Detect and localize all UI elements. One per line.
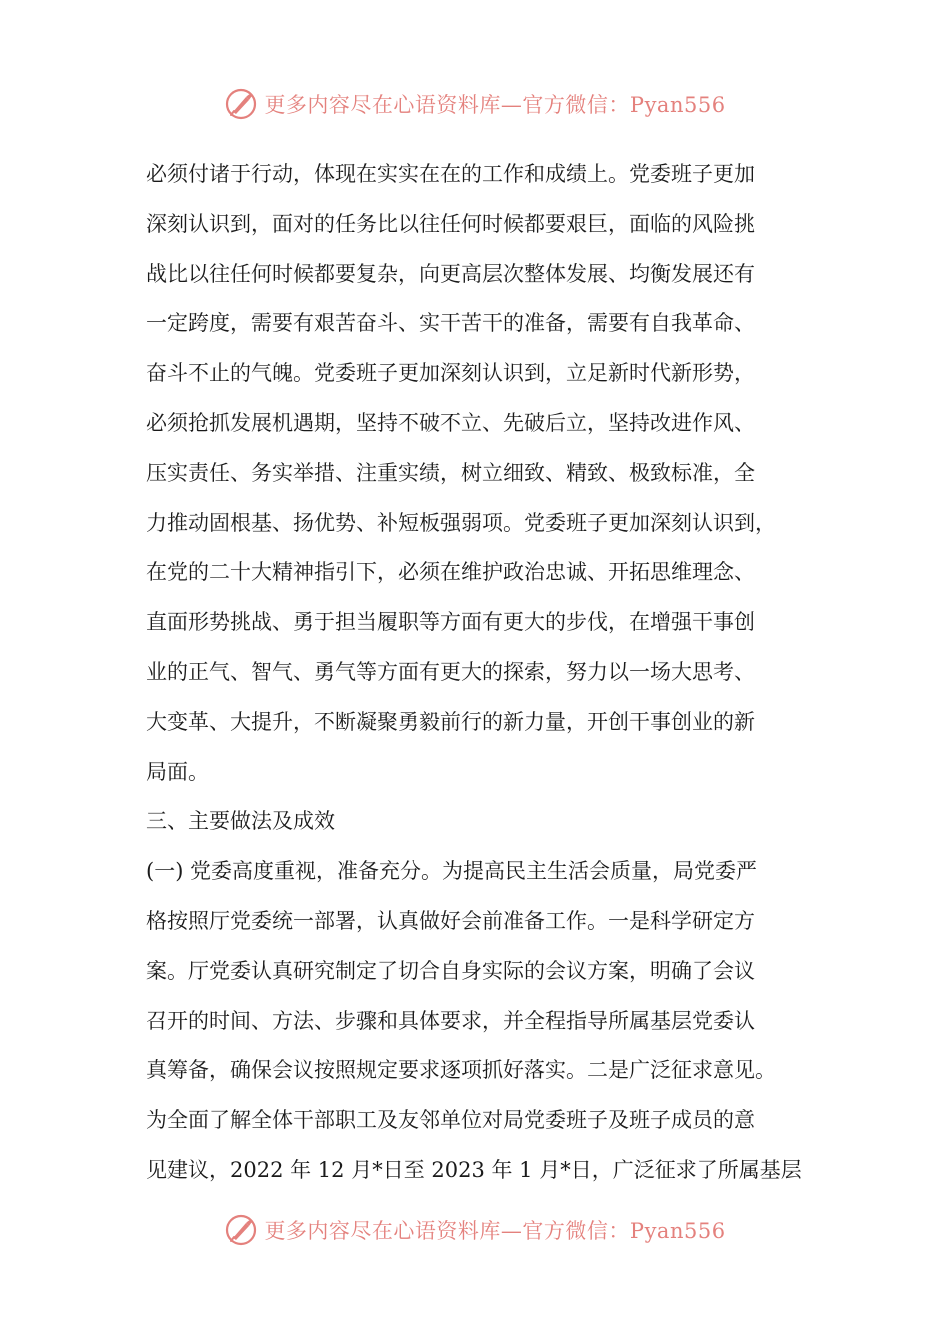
body-line: 为全面了解全体干部职工及友邻单位对局党委班子及班子成员的意 [146,1108,755,1133]
body-line: 局面。 [146,759,209,784]
footer-watermark [0,1210,950,1250]
body-line: 案。厅党委认真研究制定了切合自身实际的会议方案，明确了会议 [146,958,755,983]
watermark-text: 更多内容尽在心语资料库—官方微信：Pyan556 [264,93,726,117]
body-line: 召开的时间、方法、步骤和具体要求，并全程指导所属基层党委认 [146,1008,755,1033]
body-line: 奋斗不止的气魄。党委班子更加深刻认识到，立足新时代新形势， [146,361,755,386]
pen-feather-logo-icon [224,1213,258,1247]
body-line: 业的正气、智气、勇气等方面有更大的探索，努力以一场大思考、 [146,659,755,684]
header-watermark [0,84,950,124]
body-line: 大变革、大提升，不断凝聚勇毅前行的新力量，开创干事创业的新 [146,709,755,734]
section-heading: 三、主要做法及成效 [146,809,335,834]
body-line: 深刻认识到，面对的任务比以往任何时候都要艰巨，面临的风险挑 [146,211,755,236]
document-body [146,150,816,1196]
body-line: 必须抢抓发展机遇期，坚持不破不立、先破后立，坚持改进作风、 [146,410,755,435]
subsection-line: (一) 党委高度重视，准备充分。为提高民主生活会质量，局党委严 [146,859,758,884]
body-line: 格按照厅党委统一部署，认真做好会前准备工作。一是科学研定方 [146,908,755,933]
pen-feather-logo-icon [224,87,258,121]
watermark-text: 更多内容尽在心语资料库—官方微信：Pyan556 [264,1219,726,1243]
body-line: 一定跨度，需要有艰苦奋斗、实干苦干的准备，需要有自我革命、 [146,311,755,336]
body-line: 在党的二十大精神指引下，必须在维护政治忠诚、开拓思维理念、 [146,560,755,585]
body-line: 真筹备，确保会议按照规定要求逐项抓好落实。二是广泛征求意见。 [146,1058,776,1083]
body-line: 见建议，2022 年 12 月*日至 2023 年 1 月*日，广泛征求了所属基层 [146,1157,802,1182]
body-line: 直面形势挑战、勇于担当履职等方面有更大的步伐，在增强干事创 [146,610,755,635]
body-line: 必须付诸于行动，体现在实实在在的工作和成绩上。党委班子更加 [146,162,755,186]
body-line: 压实责任、务实举措、注重实绩，树立细致、精致、极致标准，全 [146,460,755,485]
body-line: 战比以往任何时候都要复杂，向更高层次整体发展、均衡发展还有 [146,261,755,286]
body-line: 力推动固根基、扬优势、补短板强弱项。党委班子更加深刻认识到， [146,510,776,535]
